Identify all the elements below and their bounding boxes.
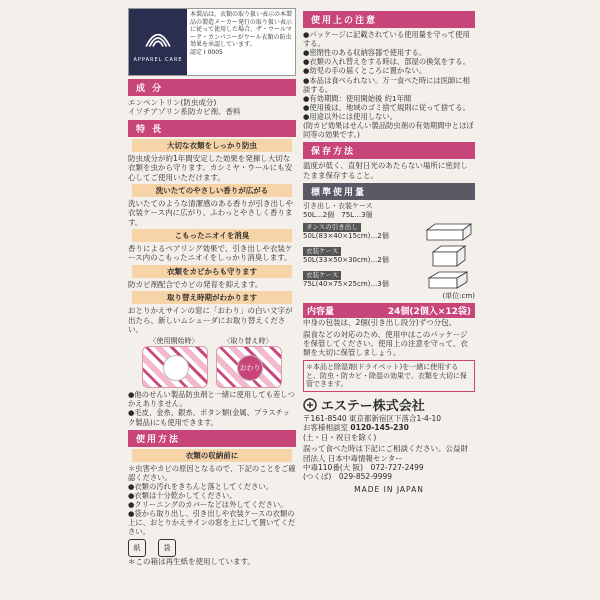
woolmark-icon [141, 21, 175, 55]
contact-hours: (土・日・祝日を除く) [303, 432, 377, 442]
ingredients-header: 成 分 [128, 79, 296, 96]
feature-1-title: 大切な衣類をしっかり防虫 [132, 139, 292, 152]
usage-step: ●衣類の汚れをきちんと落としてください。 [128, 481, 274, 491]
sign-start-label: 〈使用開始時〉 [149, 337, 199, 346]
poison-text: 誤って食べた時は下記にご相談ください。公益財団法人 日本中毒情報センター [303, 444, 468, 463]
caution-item: ●衣類の入れ替えをする時は、部屋の換気をする。 [303, 57, 470, 67]
caution-item: ●有効期間：使用開始後 約1年間 [303, 93, 412, 103]
usage-step: ●クリーニングのカバーなどは外してください。 [128, 500, 288, 510]
feature-4-text: 防カビ剤配合でカビの発育を抑えます。 [128, 279, 263, 289]
caution-item: ●本品は食べられない。万一食べた時には医師に相談する。 [303, 75, 470, 94]
usage-step: ●袋から取り出し、引き出しや衣装ケースの衣類の上に、おとりかえサインの窓を上にして置いてください。 [128, 509, 296, 537]
left-column [128, 8, 296, 566]
caution-list [303, 30, 475, 139]
apparel-care-label: APPAREL CARE [133, 57, 183, 63]
sign-end [216, 336, 282, 388]
note-item: ●他のせんい製品防虫剤と一緒に使用しても差しつかえありません。 [128, 390, 295, 409]
paper-recycle-icon: 紙 [128, 539, 146, 557]
sign-window-icon [163, 355, 189, 381]
amount-unit: (単位:cm) [442, 292, 475, 301]
usage-step: ●衣類は十分乾かしてください。 [128, 491, 237, 501]
capacity-row [303, 303, 475, 318]
storage-header: 保存方法 [303, 142, 475, 159]
amount-header: 標準使用量 [303, 183, 475, 200]
company-name-row [303, 395, 475, 414]
plastic-recycle-icon: 袋 [158, 539, 176, 557]
capacity-label: 内容量 [307, 307, 335, 318]
case-tag: 衣装ケース [303, 247, 341, 255]
contact-phone: 0120-145-230 [350, 423, 409, 433]
company-logo-icon [303, 398, 317, 412]
sign-end-image [216, 346, 282, 388]
misc-text-1: 誤食などの対応のため、使用中はこのパッケージを保管してください。使用上の注意を守って、衣類を大切に保管しましょう。 [303, 329, 468, 358]
woolmark-box [128, 8, 296, 76]
amount-box [303, 202, 475, 301]
feature-1-text: 防虫成分が約1年間安定した効果を発揮し大切な衣類を虫から守ります。カシミヤ・ウールにも安心してご使用いただけます。 [128, 153, 293, 182]
caution-item: ●密閉性のある収納容器で使用する。 [303, 48, 427, 58]
sign-end-label: 〈取り替え時〉 [223, 337, 273, 346]
case2-spec [303, 268, 475, 292]
poison-osaka: 中毒110番(大 阪) 072-727-2499 [303, 462, 424, 472]
case-spec [303, 244, 475, 268]
contact-label: お客様相談室 [303, 423, 348, 433]
right-column [303, 8, 475, 494]
sign-start-image [142, 346, 208, 388]
misc-text-2: ＊本品と除湿剤(ドライペット)を一緒に使用すると、防虫・防カビ・除湿の効果で、衣類を大切に保管できます。 [303, 360, 475, 392]
company-address: 〒161-8540 東京都新宿区下落合1-4-10 [303, 414, 441, 424]
sign-pictures [128, 336, 296, 388]
company-contact [303, 423, 475, 432]
feature-3-text: 香りによるペアリング効果で、引き出しや衣装ケース内のこもったニオイをしっかり消臭します。 [128, 244, 293, 263]
usage-header: 使用方法 [128, 430, 296, 447]
feature-notes [128, 390, 296, 426]
usage-step: ＊虫害やカビの原因となるので、下記のことをご確認ください。 [128, 463, 296, 482]
storage-text: 温度が低く、直射日光のあたらない場所に密封したまま保存すること。 [303, 161, 468, 180]
ingredient-line-1: エンペントリン(防虫成分) [128, 98, 217, 107]
feature-2-text: 洗いたてのような清潔感のある香りが引き出しや衣装ケース内に広がり、ふわっとやさしく香ります。 [128, 198, 293, 227]
case2-line: 75L(40×75×25cm)…3個 [303, 280, 389, 289]
caution-item: ●パッケージに記載されている使用量を守って使用する。 [303, 30, 470, 49]
drawer-line: 50L(83×40×15cm)…2個 [303, 232, 389, 241]
case-box-icon [423, 244, 475, 268]
feature-5-text: おとりかえサインの窓に「おわり」の白い文字が出たら、新しいムシューダにお取り替えください。 [128, 306, 293, 334]
made-in-japan: MADE IN JAPAN [354, 484, 424, 494]
feature-2-title: 洗いたてのやさしい香りが広がる [132, 184, 292, 197]
poison-tsukuba: (つくば) 029-852-9999 [303, 472, 392, 482]
sign-owari-text: おわり [237, 355, 263, 381]
caution-header: 使用上の注意 [303, 11, 475, 28]
caution-item: ●幼児の手の届くところに置かない。 [303, 66, 427, 76]
woolmark-cert: 認定 I 0005 [190, 48, 223, 56]
case2-box-icon [423, 268, 475, 292]
company-name: エステー株式会社 [321, 399, 425, 415]
woolmark-logo [129, 9, 187, 75]
drawer-tag: タンスの引き出し [303, 223, 361, 231]
feature-4-title: 衣類をカビからも守ります [132, 265, 292, 278]
case-line: 50L(33×50×30cm)…2個 [303, 256, 389, 265]
drawer-box-icon [423, 220, 475, 244]
case2-tag: 衣装ケース [303, 271, 341, 279]
ingredient-line-2: イソチアゾリン系防カビ剤、香料 [128, 107, 241, 117]
feature-3-title: こもったニオイを消臭 [132, 229, 292, 242]
usage-steps [128, 464, 296, 537]
caution-item: (防カビ効果はせんい製品防虫剤の有効期間中とほぼ同等の効果です。) [303, 121, 474, 140]
capacity-value: 24個(2個入×12袋) [387, 307, 471, 318]
usage-subtitle: 衣類の収納前に [132, 449, 292, 462]
feature-5-title: 取り替え時期がわかります [132, 291, 292, 304]
note-item: ●毛皮、金糸、銀糸、ボタン類(金属、プラスチック製品)にも使用できます。 [128, 408, 290, 427]
woolmark-text [187, 9, 295, 75]
caution-item: ●使用後は、地域のゴミ捨て規則に従って捨てる。 [303, 102, 470, 112]
caution-item: ●用途以外には使用しない。 [303, 111, 397, 121]
amount-intro: 引き出し・衣装ケース [303, 202, 373, 211]
recycle-note: ＊この箱は再生紙を使用しています。 [128, 556, 255, 566]
woolmark-description: 本製品は、衣類の取り扱い表示の本製品の製造メーカー発行の取り扱い表示に従って使用した場合、ザ・ウールマーク・カンパニーがウール衣類の防虫効果を承認しています。 [190, 11, 293, 48]
capacity-note: 中身の包装は、2個(引き出し段分)ずつ分包。 [303, 318, 457, 328]
features-header: 特 長 [128, 120, 296, 137]
amount-basic: 50L…2個 75L…3個 [303, 211, 373, 220]
sign-start [142, 336, 208, 388]
recycle-marks [128, 539, 296, 557]
drawer-spec [303, 220, 475, 244]
